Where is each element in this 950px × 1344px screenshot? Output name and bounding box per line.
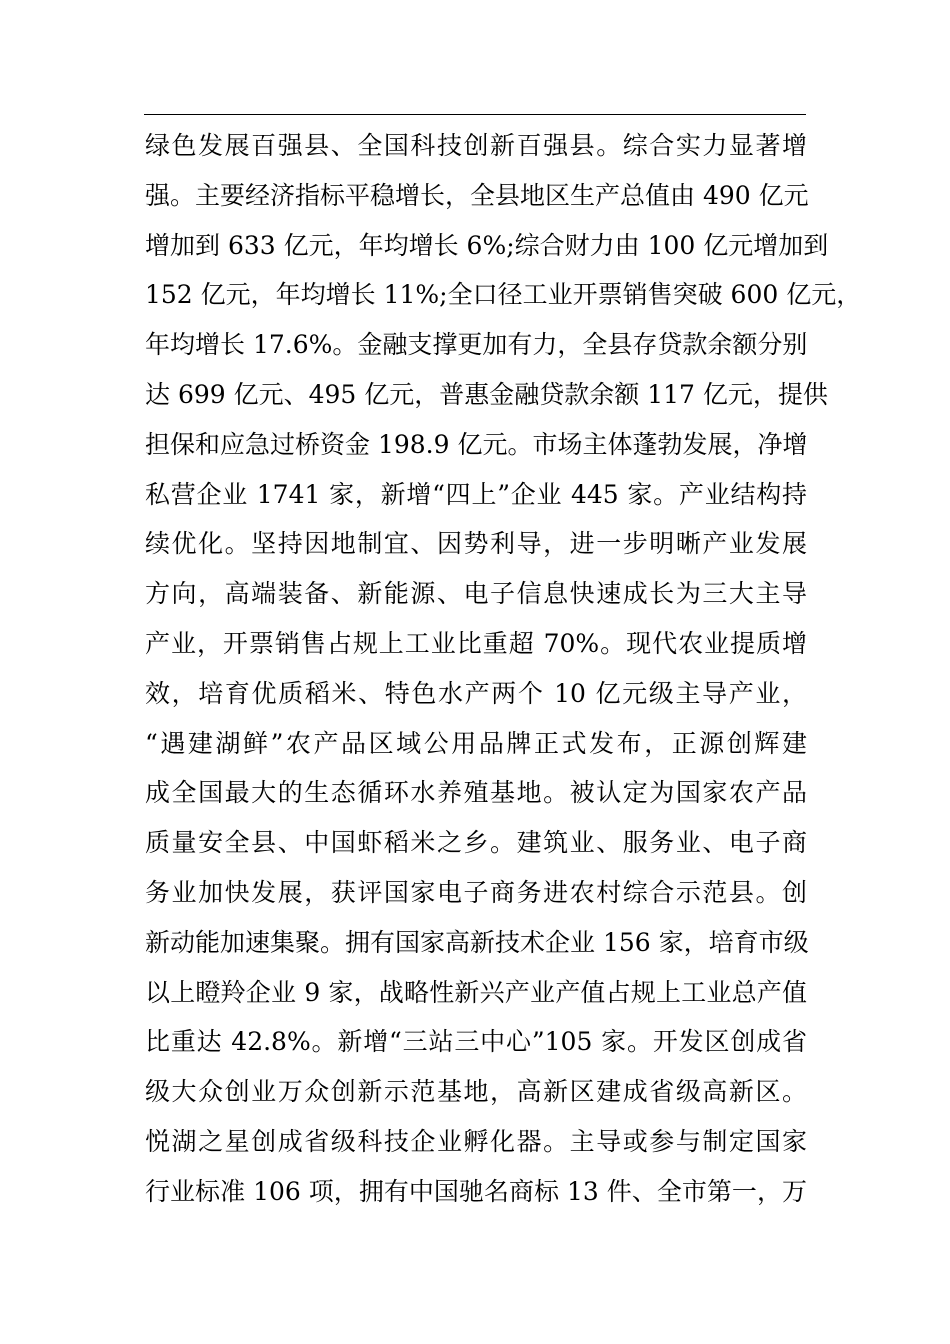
text-line: 私营企业 1741 家，新增“四上”企业 445 家。产业结构持 xyxy=(145,479,807,509)
text-line: “遇建湖鲜”农产品区域公用品牌正式发布，正源创辉建 xyxy=(145,728,807,758)
text-line: 增加到 633 亿元，年均增长 6%;综合财力由 100 亿元增加到 xyxy=(145,230,829,260)
body-paragraph xyxy=(145,121,862,1217)
text-line: 152 亿元，年均增长 11%;全口径工业开票销售突破 600 亿元， xyxy=(145,280,862,310)
text-line: 年均增长 17.6%。金融支撑更加有力，全县存贷款余额分别 xyxy=(145,330,808,360)
header-rule xyxy=(144,114,806,115)
text-line: 达 699 亿元、495 亿元，普惠金融贷款余额 117 亿元，提供 xyxy=(145,379,828,409)
text-line: 方向，高端装备、新能源、电子信息快速成长为三大主导 xyxy=(145,579,807,609)
text-line: 续优化。坚持因地制宜、因势利导，进一步明晰产业发展 xyxy=(145,529,807,559)
text-line: 产业，开票销售占规上工业比重超 70%。现代农业提质增 xyxy=(145,628,807,658)
text-line: 绿色发展百强县、全国科技创新百强县。综合实力显著增 xyxy=(145,131,807,160)
text-line: 质量安全县、中国虾稻米之乡。建筑业、服务业、电子商 xyxy=(145,828,807,858)
text-line: 以上瞪羚企业 9 家，战略性新兴产业产值占规上工业总产值 xyxy=(145,977,807,1007)
text-line: 担保和应急过桥资金 198.9 亿元。市场主体蓬勃发展，净增 xyxy=(145,429,808,459)
text-line: 行业标准 106 项，拥有中国驰名商标 13 件、全市第一，万 xyxy=(145,1176,807,1206)
text-line: 级大众创业万众创新示范基地，高新区建成省级高新区。 xyxy=(145,1077,807,1107)
text-line: 强。主要经济指标平稳增长，全县地区生产总值由 490 亿元 xyxy=(145,180,809,210)
text-line: 务业加快发展，获评国家电子商务进农村综合示范县。创 xyxy=(145,877,807,907)
text-line: 比重达 42.8%。新增“三站三中心”105 家。开发区创成省 xyxy=(145,1027,807,1057)
text-line: 悦湖之星创成省级科技企业孵化器。主导或参与制定国家 xyxy=(145,1126,807,1156)
text-line: 新动能加速集聚。拥有国家高新技术企业 156 家，培育市级 xyxy=(145,927,809,957)
text-line: 成全国最大的生态循环水养殖基地。被认定为国家农产品 xyxy=(145,778,807,808)
text-line: 效，培育优质稻米、特色水产两个 10 亿元级主导产业， xyxy=(145,678,807,708)
